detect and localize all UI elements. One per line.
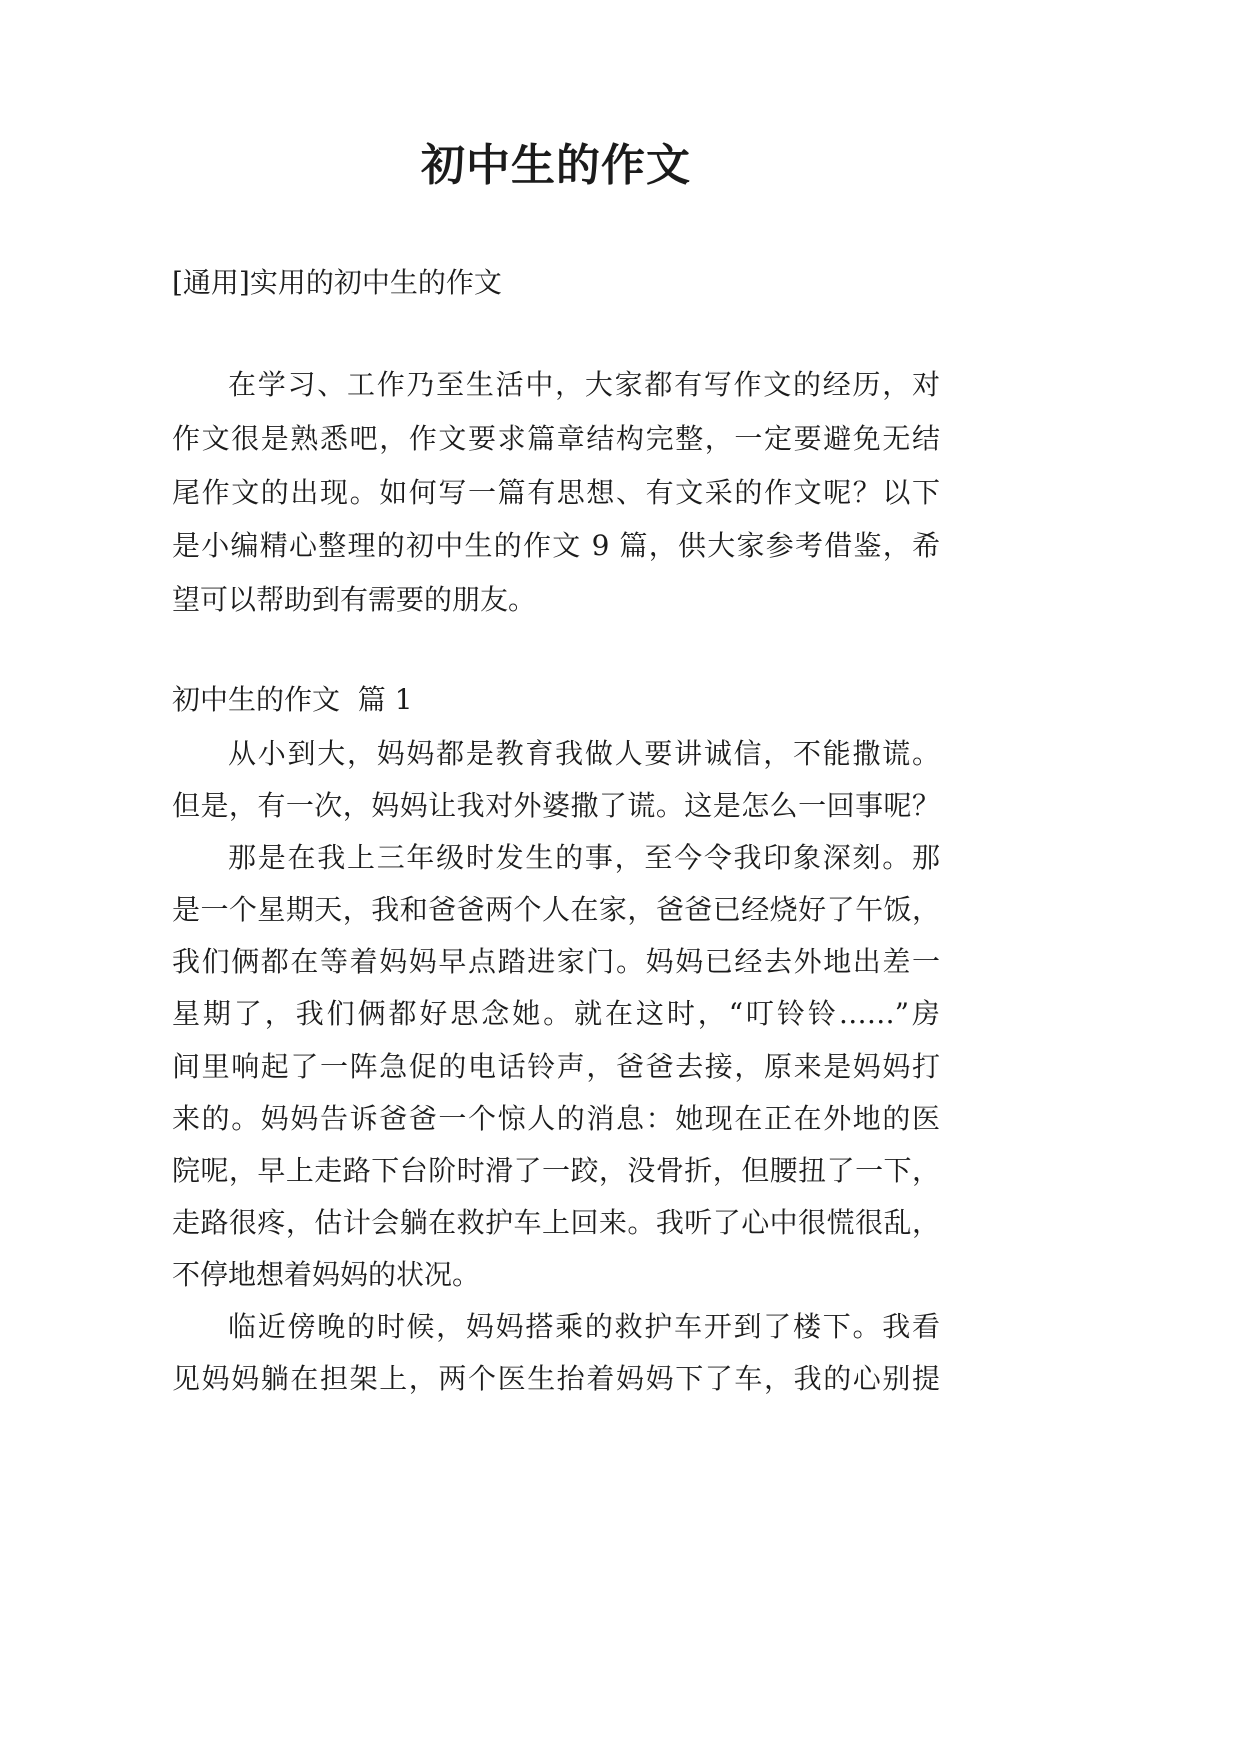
paragraph (172, 1301, 940, 1405)
paragraph-line: 院呢，早上走路下台阶时滑了一跤，没骨折，但腰扭了一下， (172, 1153, 940, 1187)
paragraph-line: 见妈妈躺在担架上，两个医生抬着妈妈下了车，我的心别提 (172, 1362, 940, 1396)
section-body (172, 728, 940, 1405)
document-subtitle: [通用]实用的初中生的作文 (172, 266, 502, 299)
paragraph-line: 走路很疼，估计会躺在救护车上回来。我听了心中很慌很乱， (172, 1205, 940, 1239)
paragraph (172, 832, 940, 1301)
paragraph-line: 是小编精心整理的初中生的作文 9 篇，供大家参考借鉴，希 (172, 529, 940, 563)
paragraph-line: 在学习、工作乃至生活中，大家都有写作文的经历，对 (228, 368, 940, 401)
paragraph-line: 间里响起了一阵急促的电话铃声，爸爸去接，原来是妈妈打 (172, 1049, 940, 1083)
paragraph-line: 星期了，我们俩都好思念她。就在这时，“叮铃铃……”房 (172, 997, 940, 1031)
paragraph (172, 728, 940, 832)
paragraph-line: 不停地想着妈妈的状况。 (172, 1257, 481, 1291)
paragraph-line: 临近傍晚的时候，妈妈搭乘的救护车开到了楼下。我看 (228, 1310, 940, 1344)
paragraph-line: 我们俩都在等着妈妈早点踏进家门。妈妈已经去外地出差一 (172, 945, 940, 979)
paragraph-line: 那是在我上三年级时发生的事，至今令我印象深刻。那 (228, 841, 940, 875)
paragraph-line: 但是，有一次，妈妈让我对外婆撒了谎。这是怎么一回事呢？ (172, 789, 940, 823)
paragraph-line: 来的。妈妈告诉爸爸一个惊人的消息：她现在正在外地的医 (172, 1101, 940, 1135)
section-heading: 初中生的作文 篇 1 (172, 683, 413, 716)
document-title: 初中生的作文 (421, 140, 691, 191)
paragraph-line: 尾作文的出现。如何写一篇有思想、有文采的作文呢？以下 (172, 475, 940, 509)
paragraph-line: 是一个星期天，我和爸爸两个人在家，爸爸已经烧好了午饭， (172, 893, 940, 927)
paragraph-line: 从小到大，妈妈都是教育我做人要讲诚信，不能撒谎。 (228, 737, 940, 770)
paragraph-line: 作文很是熟悉吧，作文要求篇章结构完整，一定要避免无结 (172, 421, 940, 455)
paragraph (172, 358, 940, 627)
intro-section (172, 358, 940, 627)
paragraph-line: 望可以帮助到有需要的朋友。 (172, 583, 537, 616)
